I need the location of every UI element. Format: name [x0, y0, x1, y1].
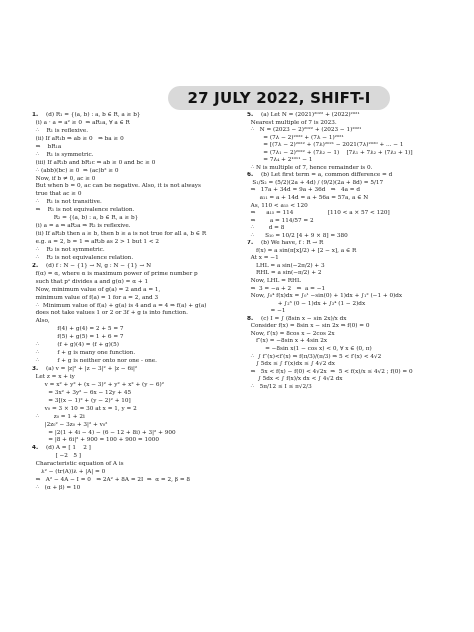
solution-line: [247, 286, 453, 294]
solution-line: [32, 279, 232, 287]
line-text: R₂ = {(a, b) : a, b ∈ R, a ≥ b}: [32, 215, 139, 222]
line-text: But when b = 0, ac can be negative. Also, it is not always: [32, 183, 201, 190]
solution-line: [247, 187, 453, 195]
solution-line: [247, 255, 453, 263]
line-text: + ∫₂³ (0 − 1)dx + ∫₃⁴ (1 − 2)dx: [247, 300, 366, 307]
solution-line: [32, 160, 232, 168]
line-text: ∫ 5dx < ∫ f(x)/x dx < ∫ 4√2 dx: [247, 376, 343, 383]
solution-line: [32, 144, 232, 152]
solution-line: [247, 354, 453, 362]
solution-line: [32, 469, 232, 477]
line-text: ⇒ A² − 4A − I = 0 ⇒ 2A² + 8A = 2I ⇒ α = 2, β = 8: [32, 477, 191, 484]
line-text: (iii) If aR₁b and bR₁c ⇒ ab ≥ 0 and bc ≥ 0: [32, 159, 156, 166]
line-text: minimum value of f(a) = 1 for a = 2, and 3: [32, 294, 159, 301]
line-text: ⇒ 3 = −a + 2 ⇒ a = −1: [247, 285, 326, 292]
line-text: such that pᵅ divides a and g(α) = α + 1: [32, 278, 149, 285]
line-text: ∴ N is multiple of 7, hence remainder is 0.: [247, 164, 373, 171]
line-text: f(α) = α, where α is maximum power of prime number p: [32, 270, 198, 277]
solution-line: [32, 390, 232, 398]
solution-line: [247, 225, 453, 233]
page-title: 27 JULY 2022, SHIFT-I: [187, 89, 371, 107]
solution-line: [32, 176, 232, 184]
line-text: Also,: [32, 318, 50, 325]
solution-line: [32, 374, 232, 382]
line-text: Now, if b ≠ 0, ac ≥ 0: [32, 175, 96, 182]
line-text: LHL = a sin(−2π/2) + 3: [247, 262, 325, 269]
solution-line: [32, 271, 232, 279]
line-text: ∴ (f + g)(4) = (f + g)(5): [32, 342, 119, 349]
line-text: (i) a = a ⇒ aR₂a ⇒ R₂ is reflexive.: [32, 223, 131, 230]
solution-line: [32, 350, 232, 358]
question-header: [32, 366, 232, 374]
question-header: [32, 263, 232, 271]
line-text: S₁/S₂ = (5/2)(2a + 4d) / (9/2)(2a + 8d) = 5/17: [247, 179, 384, 186]
solution-line: [32, 382, 232, 390]
solution-line: [247, 203, 453, 211]
solution-line: [32, 326, 232, 334]
line-text: (d) A = [ 1 2 ]: [46, 445, 91, 452]
line-text: does not take values 1 or 2 or 3f + g is into function.: [32, 310, 188, 317]
solution-line: [247, 369, 453, 377]
line-text: = |8 + 6i|² + 900 = 100 + 900 = 1000: [32, 437, 159, 444]
solution-line: [32, 310, 232, 318]
line-text: ∴ ∫ f′′(x)<f′(x) ⇒ f(π/3)/(π/3) ⇒ 5 < f′(x) < 4√2: [247, 353, 382, 360]
solution-line: [32, 453, 232, 461]
solution-line: [32, 342, 232, 350]
line-text: = 3x² + 3y² − 6x − 12y + 45: [32, 389, 132, 396]
solution-line: [32, 437, 232, 445]
solution-line: [247, 120, 453, 128]
solution-line: [247, 270, 453, 278]
line-text: ∴ R₂ is not equivalence relation.: [32, 254, 134, 261]
line-text: ⇒ a = 114/57 = 2: [247, 217, 314, 224]
question-header: [32, 445, 232, 453]
left-column: [32, 112, 232, 493]
line-text: ∴ N = (2023 − 2)²⁰²² + (2023 − 1)²⁰²¹: [247, 127, 362, 134]
line-text: = −8sin x(1 − cos x) < 0, ∀ x ∈ (0, π): [247, 345, 372, 352]
solution-line: [32, 191, 232, 199]
line-text: RHL = a sin(−π/2) + 2: [247, 270, 322, 277]
question-header: [247, 316, 453, 324]
question-number: 6.: [247, 172, 254, 179]
line-text: (b) Let first term = a, common difference = d: [261, 172, 393, 179]
solution-line: [247, 210, 453, 218]
line-text: f″(x) = −8sin x + 4sin 2x: [247, 338, 328, 345]
solution-line: [247, 135, 453, 143]
question-number: 2.: [32, 262, 39, 269]
solution-line: [247, 346, 453, 354]
solution-line: [247, 331, 453, 339]
line-text: ∴ z₀ = 1 + 2i: [32, 413, 85, 420]
solution-line: [247, 233, 453, 241]
question-header: [247, 112, 453, 120]
line-text: = [(7λ − 2)²⁰²² + (7λ)²⁰²¹ − 2021(7λ)²⁰²⁰ + ... − 1: [247, 142, 404, 149]
line-text: |2z₀² − 3z₀ + 3|² + v₀²: [32, 421, 108, 428]
line-text: true that ac ≥ 0: [32, 191, 82, 198]
solution-line: [247, 323, 453, 331]
solution-line: [247, 338, 453, 346]
solution-line: [32, 303, 232, 311]
solution-line: [32, 223, 232, 231]
solution-line: [247, 142, 453, 150]
solution-line: [247, 361, 453, 369]
solution-line: [32, 231, 232, 239]
line-text: = 7λ₄ + 2¹⁰¹¹ − 1: [247, 157, 313, 164]
solution-line: [32, 461, 232, 469]
question-header: [247, 172, 453, 180]
solution-line: [32, 422, 232, 430]
line-text: ∴ Minimum value of f(a) + g(a) is 4 and a = 4 ⇒ f(a) + g(a): [32, 302, 207, 309]
line-text: Characteristic equation of A is: [32, 461, 124, 468]
line-text: f(4) + g(4) = 2 + 5 = 7: [32, 326, 124, 333]
line-text: Now, f′(x) = 8cos x − 2cos 2x: [247, 330, 335, 337]
line-text: ∴ d = 8: [247, 225, 285, 232]
line-text: = (7λ₁ − 2)²⁰²² + (7λ₂ − 1) [7λ₁ + 7λ₂ + (7λ₃ + 1)]: [247, 149, 413, 156]
question-number: 5.: [247, 112, 254, 118]
line-text: (b) We have, f : R → R: [261, 240, 324, 247]
question-header: [32, 112, 232, 120]
solution-line: [32, 485, 232, 493]
question-number: 7.: [247, 240, 254, 247]
line-text: Consider f(x) = 8sin x − sin 2x ⇒ f(0) = 0: [247, 323, 370, 330]
solution-line: [32, 183, 232, 191]
solution-line: [32, 215, 232, 223]
line-text: ∴ R₁ is symmetric.: [32, 151, 94, 158]
line-text: ∴ f + g is neither onto nor one - one.: [32, 358, 157, 365]
title-banner: [168, 86, 390, 110]
solution-line: [247, 218, 453, 226]
question-number: 8.: [247, 315, 254, 322]
line-text: At x = −1: [247, 255, 279, 262]
solution-line: [247, 127, 453, 135]
solution-line: [32, 247, 232, 255]
solution-line: [247, 165, 453, 173]
solution-line: [247, 195, 453, 203]
line-text: ⇒ R₁ is not equivalence relation.: [32, 207, 135, 214]
line-text: (ii) If aR₁b ⇒ ab ≥ 0 ⇒ ba ≥ 0: [32, 135, 124, 142]
line-text: ∴ R₁ is reflexive.: [32, 127, 89, 134]
line-text: Now, ∫₀⁴ f(x)dx = ∫₀¹ −sin(0) + 1)dx + ∫₁² (−1 + 0)dx: [247, 293, 403, 300]
question-number: 1.: [32, 112, 39, 118]
line-text: (a) Let N = (2021)²⁰²² + (2022)²⁰²¹: [261, 112, 360, 118]
solution-line: [247, 293, 453, 301]
solution-line: [247, 180, 453, 188]
line-text: Now, minimum value of g(a) = 2 and a = 1,: [32, 286, 161, 293]
solution-line: [247, 308, 453, 316]
solution-line: [32, 168, 232, 176]
line-text: Let z = x + iy: [32, 373, 75, 380]
line-text: ∴ S₁₀ = 10/2 [4 + 9 × 8] = 380: [247, 232, 348, 239]
line-text: Now, LHL = RHL: [247, 278, 301, 285]
line-text: f(5) + g(5) = 1 + 6 = 7: [32, 334, 124, 341]
line-text: (c) I = ∫ (8sin x − sin 2x)/x dx: [261, 315, 347, 322]
solution-line: [32, 295, 232, 303]
solution-line: [32, 255, 232, 263]
line-text: ⇒ bR₁a: [32, 143, 62, 150]
line-text: (d) f : N − {1} → N, g : N − {1} → N: [46, 262, 152, 269]
line-text: e.g. a = 2, b = 1 ⇒ aR₂b as 2 > 1 but 1 < 2: [32, 239, 160, 245]
solution-line: [247, 278, 453, 286]
line-text: = |2(1 + 4i − 4) − (6 − 12 + 8i) + 3|² + 900: [32, 429, 176, 436]
line-text: As, 110 < a₁₅ < 120: [247, 202, 308, 209]
line-text: = −1: [247, 308, 286, 315]
solution-line: [32, 207, 232, 215]
solution-line: [32, 398, 232, 406]
solution-line: [247, 376, 453, 384]
question-number: 4.: [32, 445, 39, 452]
line-text: (i) a · a = a² ≥ 0 ⇒ aR₁a, ∀ a ∈ R: [32, 119, 130, 126]
solution-line: [32, 406, 232, 414]
line-text: ∴ 5π/12 ≤ I ≤ π√2/3: [247, 383, 312, 390]
question-number: 3.: [32, 366, 39, 372]
line-text: (ii) If aR₂b then a ≥ b, then b ≥ a is not true for all a, b ∈ R: [32, 231, 207, 238]
solution-line: [247, 248, 453, 256]
line-text: (d) R₁ = {(a, b) : a, b ∈ R, a ≥ b}: [46, 112, 141, 118]
solution-line: [32, 477, 232, 485]
line-text: Nearest multiple of 7 is 2023.: [247, 119, 337, 126]
line-text: v₀ = 3 × 10 = 30 at x = 1, y = 2: [32, 405, 137, 412]
solution-line: [32, 334, 232, 342]
solution-line: [32, 318, 232, 326]
solution-line: [247, 263, 453, 271]
line-text: ⇒ 17a + 34d = 9a + 36d ⇒ 4a = d: [247, 187, 360, 194]
solution-line: [32, 136, 232, 144]
line-text: ⇒ a₁₅ = 114 [110 < a × 57 < 120]: [247, 210, 390, 217]
solution-line: [32, 358, 232, 366]
question-header: [247, 240, 453, 248]
solution-line: [32, 287, 232, 295]
line-text: v = x² + y² + (x − 3)² + y² + x² + (y − 6)²: [32, 381, 164, 388]
line-text: a₁₁ = a + 14d = a + 56a = 57a, a ∈ N: [247, 195, 369, 202]
solution-line: [247, 384, 453, 392]
line-text: ∫ 5dx ≤ ∫ f′(x)dx ≤ ∫ 4√2 dx: [247, 361, 335, 368]
solution-line: [247, 157, 453, 165]
solution-line: [32, 128, 232, 136]
line-text: (a) v = |z|² + |z − 3|² + |z − 6i|²: [46, 366, 138, 372]
line-text: ∴ (abb)(bc) ≥ 0 ⇒ (ac)b² ≥ 0: [32, 167, 119, 174]
line-text: = (7λ − 2)²⁰²² + (7λ − 1)²⁰²¹: [247, 134, 344, 141]
solution-line: [32, 430, 232, 438]
line-text: = 3[(x − 1)² + (y − 2)² + 10]: [32, 397, 131, 404]
line-text: ∴ (α + β) = 10: [32, 485, 81, 492]
solution-line: [247, 150, 453, 158]
solution-line: [32, 152, 232, 160]
line-text: λ² − (tr(A))λ + |A| = 0: [32, 469, 106, 476]
solution-line: [32, 120, 232, 128]
line-text: [ −2 5 ]: [32, 453, 81, 460]
line-text: ∴ f + g is many one function.: [32, 350, 136, 357]
solution-line: [32, 239, 232, 247]
solution-line: [32, 414, 232, 422]
right-column: [247, 112, 453, 391]
line-text: ∴ R₁ is not transitive.: [32, 199, 102, 206]
line-text: f(x) = a sin(π[x]/2) + [2 − x], a ∈ R: [247, 247, 357, 254]
line-text: ⇒ 5x < f(x) − f(0) < 4√2x ⇒ 5 < f(x)/x ≤ 4√2 ; f(0) = 0: [247, 368, 413, 375]
line-text: ∴ R₂ is not symmetric.: [32, 246, 105, 253]
solution-line: [32, 199, 232, 207]
solution-line: [247, 301, 453, 309]
